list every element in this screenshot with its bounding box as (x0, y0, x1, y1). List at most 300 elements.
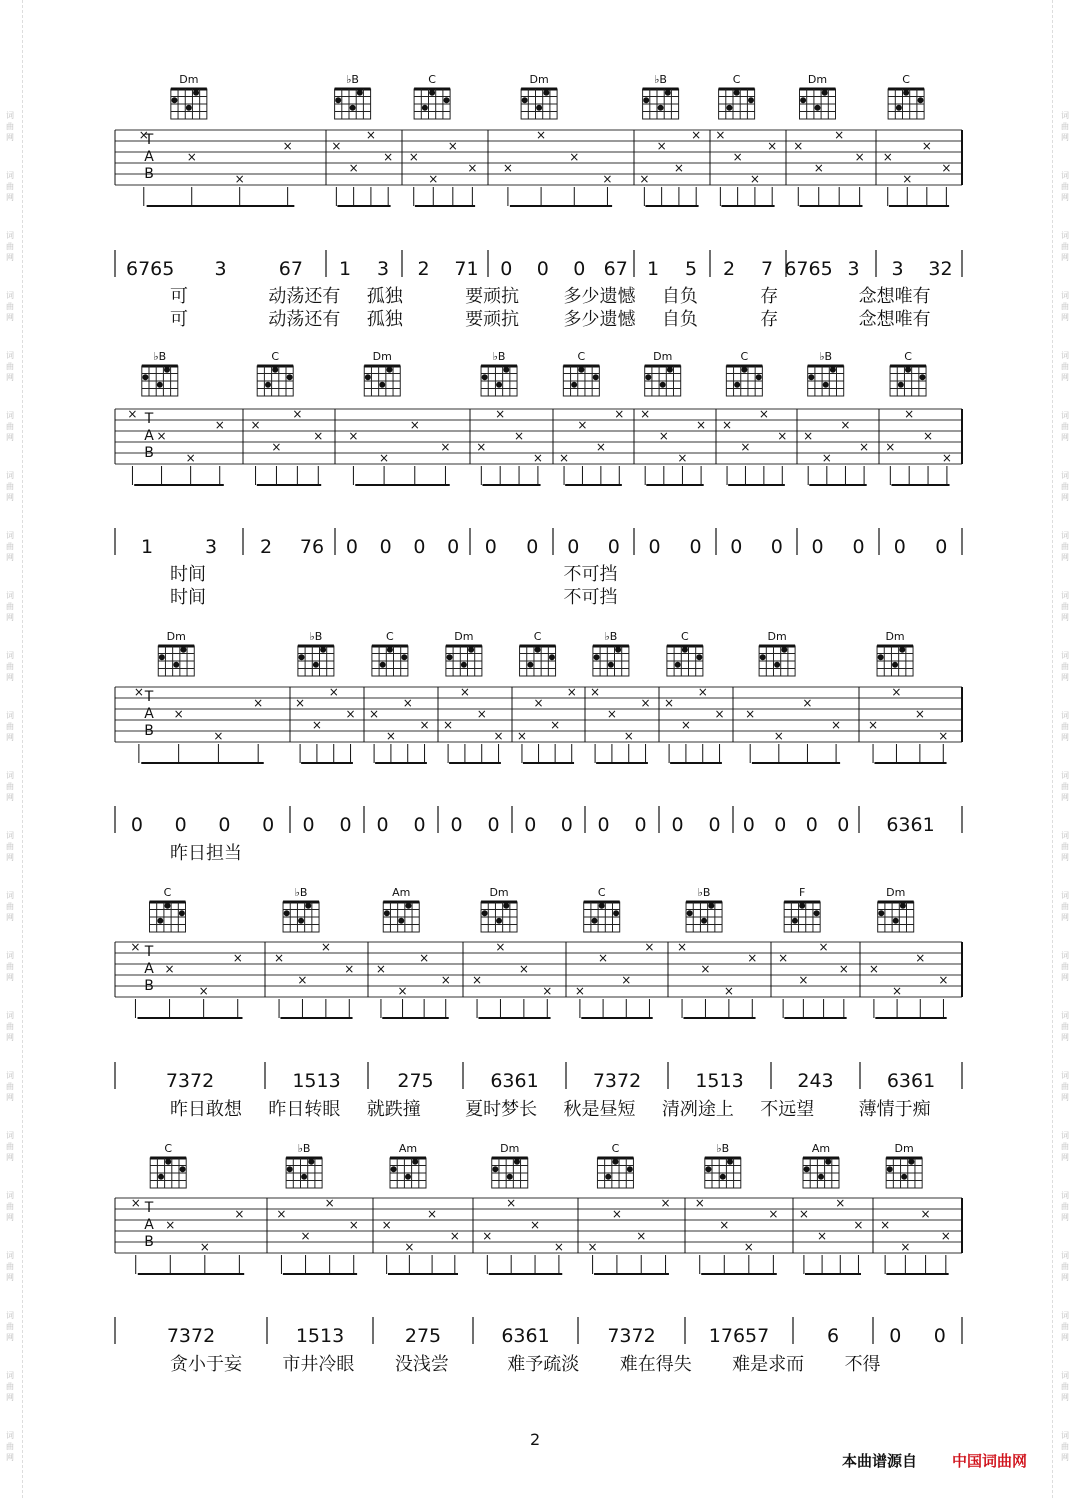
tab-note: × (409, 418, 420, 432)
chord-name: C (577, 350, 586, 363)
tab-note: × (297, 973, 308, 987)
tab-note: × (311, 718, 322, 732)
tab-clef-letter: T (144, 1200, 154, 1216)
page-number: 2 (530, 1430, 541, 1449)
chord-dot (892, 662, 898, 668)
chord-dot (592, 918, 598, 924)
chord-dot (899, 647, 905, 653)
lyric-line-2: 多少遗憾 (563, 309, 636, 330)
chord-name: ♭B (654, 73, 667, 86)
lyric-line-1: 昨日担当 (170, 843, 242, 864)
tab-note: × (892, 984, 903, 998)
jianpu-note: 0 (852, 536, 865, 558)
chord-dot (665, 90, 671, 96)
jianpu-note: 7372 (607, 1325, 656, 1347)
watermark-text: 词 曲 网 (1061, 771, 1069, 802)
chord-dot (535, 647, 541, 653)
chord-dot (384, 910, 390, 916)
watermark-text: 词 曲 网 (6, 1191, 14, 1222)
jianpu-note: 275 (404, 1325, 442, 1347)
chord-dot (422, 105, 428, 111)
chord-dot (186, 105, 192, 111)
chord-dot (878, 910, 884, 916)
chord-dot (792, 918, 798, 924)
tab-note: × (506, 1196, 517, 1210)
chord-name: Dm (500, 1142, 520, 1155)
chord-dot (507, 1174, 513, 1180)
jianpu-note: 0 (500, 258, 513, 280)
tab-note: × (722, 418, 733, 432)
tab-note: × (566, 685, 577, 699)
chord-name: C (681, 630, 689, 643)
jianpu-note: 0 (536, 258, 549, 280)
tab-note: × (868, 718, 879, 732)
jianpu-note: 1513 (292, 1070, 341, 1092)
tab-note: × (397, 984, 408, 998)
chord-dot (599, 903, 605, 909)
watermark-text: 词 曲 网 (6, 351, 14, 382)
watermark-text: 词 曲 网 (1061, 291, 1069, 322)
tab-note: × (385, 729, 396, 743)
chord-dot (298, 918, 304, 924)
tab-note: × (402, 696, 413, 710)
lyric-line-1: 存 (760, 286, 779, 307)
tab-note: × (840, 418, 851, 432)
tab-note: × (514, 429, 525, 443)
chord-name: Dm (454, 630, 474, 643)
chord-dot (164, 367, 170, 373)
chord-dot (608, 662, 614, 668)
chord-dot (180, 647, 186, 653)
chord-name: Dm (767, 630, 787, 643)
chord-dot (313, 662, 319, 668)
watermark-text: 词 曲 网 (6, 1131, 14, 1162)
jianpu-note: 0 (935, 536, 948, 558)
lyric-line-1: 自负 (661, 286, 698, 307)
lyric-line-2: 存 (760, 309, 779, 330)
jianpu-note: 0 (708, 814, 721, 836)
jianpu-note: 0 (487, 814, 500, 836)
chord-name: ♭B (716, 1142, 730, 1155)
chord-dot (903, 90, 909, 96)
tab-note: × (623, 729, 634, 743)
chord-dot (918, 97, 924, 103)
tab-note: × (640, 407, 651, 421)
tab-clef-letter: B (144, 166, 154, 182)
jianpu-note: 7372 (165, 1070, 215, 1092)
tab-note: × (276, 1207, 287, 1221)
chord-dot (708, 903, 714, 909)
jianpu-note: 6361 (886, 814, 935, 836)
chord-dot (165, 903, 171, 909)
chord-dot (391, 1166, 397, 1172)
chord-dot (159, 654, 165, 660)
tab-note: × (621, 973, 632, 987)
chord-dot (193, 90, 199, 96)
chord-name: C (163, 886, 172, 899)
chord-dot (818, 1174, 824, 1180)
tab-note: × (502, 161, 513, 175)
chord-dot (808, 374, 814, 380)
lyric-line-2: 自负 (661, 309, 698, 330)
chord-dot (380, 662, 386, 668)
jianpu-note: 0 (262, 814, 275, 836)
chord-name: C (902, 73, 910, 86)
tab-note: × (835, 1196, 846, 1210)
tab-note: × (569, 150, 580, 164)
chord-dot (815, 105, 821, 111)
tab-note: × (602, 172, 613, 186)
tab-note: × (838, 962, 849, 976)
watermark-text: 词 曲 网 (1061, 351, 1069, 382)
watermark-text: 词 曲 网 (1061, 711, 1069, 742)
jianpu-note: 76 (299, 536, 325, 558)
chord-dot (142, 374, 148, 380)
chord-dot (299, 654, 305, 660)
tab-note: × (271, 440, 282, 454)
source-site[interactable]: 中国词曲网 (952, 1452, 1028, 1470)
tab-note: × (902, 172, 913, 186)
tab-note: × (920, 1207, 931, 1221)
chord-name: ♭B (153, 350, 167, 363)
chord-name: Dm (489, 886, 509, 899)
chord-dot (726, 105, 732, 111)
tab-note: × (677, 451, 688, 465)
tab-note: × (518, 962, 529, 976)
jianpu-note: 0 (889, 1325, 902, 1347)
tab-note: × (714, 707, 725, 721)
chord-dot (741, 367, 747, 373)
jianpu-note: 0 (607, 536, 620, 558)
watermark-text: 词 曲 网 (6, 171, 14, 202)
lyric-line-1: 难予疏淡 (507, 1354, 580, 1375)
tab-note: × (379, 451, 390, 465)
tab-note: × (577, 418, 588, 432)
jianpu-note: 71 (454, 258, 479, 280)
chord-name: ♭B (819, 350, 833, 363)
chord-name: Dm (179, 73, 199, 86)
chord-name: Dm (807, 73, 828, 86)
tab-note: × (292, 407, 303, 421)
watermark-text: 词 曲 网 (1061, 1251, 1069, 1282)
jianpu-note: 32 (928, 258, 953, 280)
chord-dot (536, 105, 542, 111)
tab-note: × (778, 951, 789, 965)
lyric-line-1: 孤独 (366, 286, 403, 307)
tab-note: × (818, 940, 829, 954)
tab-note: × (313, 429, 324, 443)
tab-note: × (743, 1240, 754, 1254)
chord-dot (496, 382, 502, 388)
chord-name: Dm (653, 350, 673, 363)
tab-clef-letter: T (144, 689, 154, 705)
jianpu-note: 0 (805, 814, 818, 836)
jianpu-note: 0 (774, 814, 787, 836)
chord-dot (482, 374, 488, 380)
chord-dot (496, 918, 502, 924)
tab-note: × (658, 429, 669, 443)
watermark-text: 词 曲 网 (1061, 1011, 1069, 1042)
watermark-text: 词 曲 网 (6, 771, 14, 802)
tab-note: × (885, 440, 896, 454)
watermark-text: 词 曲 网 (1061, 1191, 1069, 1222)
tab-note: × (673, 161, 684, 175)
chord-dot (543, 90, 549, 96)
tab-clef-letter: B (144, 445, 154, 461)
watermark-text: 词 曲 网 (1061, 891, 1069, 922)
tab-note: × (419, 951, 430, 965)
chord-dot (265, 382, 271, 388)
tab-note: × (348, 161, 359, 175)
watermark-text: 词 曲 网 (1061, 591, 1069, 622)
chord-dot (468, 647, 474, 653)
chord-dot (887, 1166, 893, 1172)
chord-dot (173, 662, 179, 668)
tab-note: × (880, 1218, 891, 1232)
chord-dot (613, 910, 619, 916)
jianpu-note: 1513 (295, 1325, 345, 1347)
tab-note: × (691, 128, 702, 142)
tab-note: × (798, 1207, 809, 1221)
tab-note: × (941, 451, 952, 465)
chord-dot (549, 654, 555, 660)
tab-note: × (282, 139, 293, 153)
watermark-text: 词 曲 网 (6, 591, 14, 622)
chord-name: C (428, 73, 436, 86)
jianpu-note: 243 (797, 1070, 834, 1092)
jianpu-note: 7372 (592, 1070, 642, 1092)
lyric-line-2: 念想唯有 (858, 309, 931, 330)
chord-name: Am (398, 1142, 418, 1155)
jianpu-note: 0 (174, 814, 187, 836)
jianpu-note: 0 (933, 1325, 946, 1347)
tab-note: × (138, 128, 149, 142)
chord-dot (578, 367, 584, 373)
tab-note: × (440, 973, 451, 987)
chord-dot (645, 374, 651, 380)
chord-dot (734, 90, 740, 96)
tab-note: × (798, 973, 809, 987)
tab-clef-letter: A (144, 149, 154, 165)
chord-dot (284, 910, 290, 916)
chord-dot (594, 654, 600, 660)
chord-name: ♭B (297, 1142, 311, 1155)
lyric-line-1: 就跌撞 (366, 1099, 421, 1120)
chord-dot (386, 367, 392, 373)
chord-dot (165, 1159, 171, 1165)
tab-clef-letter: T (144, 944, 154, 960)
tab-note: × (344, 962, 355, 976)
tab-note: × (745, 707, 756, 721)
chord-dot (482, 910, 488, 916)
chord-name: Dm (886, 886, 906, 899)
watermark-text: 词 曲 网 (6, 1431, 14, 1462)
tab-note: × (250, 418, 261, 432)
tab-note: × (803, 429, 814, 443)
jianpu-note: 6765 (125, 258, 175, 280)
watermark-text: 词 曲 网 (1061, 651, 1069, 682)
tab-note: × (533, 696, 544, 710)
chord-dot (571, 382, 577, 388)
tab-note: × (914, 707, 925, 721)
tab-note: × (493, 729, 504, 743)
tab-clef-letter: A (144, 428, 154, 444)
tab-note: × (921, 139, 932, 153)
tab-note: × (940, 1229, 951, 1243)
chord-dot (180, 1166, 186, 1172)
watermark-text: 词 曲 网 (1061, 1431, 1069, 1462)
tab-note: × (348, 429, 359, 443)
tab-note: × (747, 951, 758, 965)
chord-dot (660, 382, 666, 388)
jianpu-note: 0 (770, 536, 783, 558)
tab-note: × (574, 984, 585, 998)
tab-note: × (590, 685, 601, 699)
lyric-line-1: 时间 (170, 564, 206, 585)
chord-dot (305, 903, 311, 909)
tab-note: × (186, 150, 197, 164)
chord-dot (405, 903, 411, 909)
jianpu-note: 0 (413, 536, 426, 558)
tab-note: × (677, 940, 688, 954)
tab-note: × (636, 1229, 647, 1243)
tab-note: × (694, 1196, 705, 1210)
lyric-line-1: 昨日敢想 (170, 1099, 242, 1120)
tab-note: × (165, 1218, 176, 1232)
tab-note: × (199, 1240, 210, 1254)
chord-dot (593, 374, 599, 380)
tab-note: × (428, 172, 439, 186)
tab-note: × (595, 440, 606, 454)
chord-dot (760, 654, 766, 660)
chord-dot (905, 367, 911, 373)
jianpu-note: 0 (671, 814, 684, 836)
chord-name: ♭B (604, 630, 618, 643)
tab-note: × (536, 128, 547, 142)
tab-note: × (324, 1196, 335, 1210)
jianpu-note: 7 (760, 258, 774, 280)
chord-dot (658, 105, 664, 111)
chord-dot (429, 90, 435, 96)
tab-note: × (611, 1207, 622, 1221)
chord-name: ♭B (346, 73, 359, 86)
tab-note: × (802, 696, 813, 710)
jianpu-note: 0 (302, 814, 315, 836)
tab-note: × (476, 707, 487, 721)
chord-dot (705, 1166, 711, 1172)
jianpu-note: 0 (379, 536, 392, 558)
chord-dot (492, 1166, 498, 1172)
watermark-text: 词 曲 网 (6, 951, 14, 982)
tab-note: × (427, 1207, 438, 1221)
chord-dot (667, 367, 673, 373)
lyric-line-1: 薄情于痴 (858, 1099, 931, 1120)
tab-note: × (656, 139, 667, 153)
chord-name: ♭B (697, 886, 711, 899)
chord-name: C (533, 630, 542, 643)
tab-clef-letter: T (144, 132, 154, 148)
jianpu-note: 0 (526, 536, 539, 558)
chord-dot (615, 647, 621, 653)
tab-note: × (375, 962, 386, 976)
jianpu-note: 3 (847, 258, 860, 280)
tab-note: × (664, 696, 675, 710)
tab-note: × (813, 161, 824, 175)
jianpu-note: 0 (484, 536, 497, 558)
tab-note: × (156, 429, 167, 443)
tab-note: × (758, 407, 769, 421)
tab-note: × (404, 1240, 415, 1254)
lyric-line-1: 不得 (844, 1354, 881, 1375)
jianpu-note: 0 (339, 814, 352, 836)
tab-note: × (345, 707, 356, 721)
lyric-line-1: 多少遗憾 (563, 286, 636, 307)
tab-note: × (459, 685, 470, 699)
chord-dot (447, 654, 453, 660)
jianpu-note: 0 (345, 536, 358, 558)
lyric-line-1: 可 (170, 286, 188, 307)
jianpu-note: 0 (447, 536, 460, 558)
chord-name: Dm (372, 350, 392, 363)
tab-note: × (723, 984, 734, 998)
tab-note: × (440, 440, 451, 454)
lyric-line-1: 难是求而 (732, 1354, 805, 1375)
tab-note: × (213, 729, 224, 743)
jianpu-note: 1 (140, 536, 154, 558)
tab-note: × (639, 172, 650, 186)
watermark-text: 词 曲 网 (6, 531, 14, 562)
tab-clef-letter: B (144, 1234, 154, 1250)
chord-dot (412, 1159, 418, 1165)
chord-dot (823, 382, 829, 388)
tab-note: × (660, 1196, 671, 1210)
tab-note: × (817, 1229, 828, 1243)
watermark-text: 词 曲 网 (6, 891, 14, 922)
chord-name: C (904, 350, 912, 363)
tab-note: × (640, 696, 651, 710)
jianpu-note: 0 (648, 536, 661, 558)
chord-dot (171, 97, 177, 103)
chord-dot (405, 1174, 411, 1180)
tab-note: × (882, 150, 893, 164)
jianpu-note: 5 (684, 258, 698, 280)
chord-dot (379, 382, 385, 388)
tab-clef-letter: B (144, 723, 154, 739)
jianpu-note: 275 (397, 1070, 434, 1092)
chord-dot (612, 1159, 618, 1165)
tab-note: × (700, 962, 711, 976)
watermark-text: 词 曲 网 (1061, 1131, 1069, 1162)
tab-note: × (419, 718, 430, 732)
tab-note: × (773, 729, 784, 743)
lyric-line-1: 夏时梦长 (465, 1099, 538, 1120)
lyric-line-1: 清冽途上 (661, 1099, 734, 1120)
lyric-line-1: 贪小于妄 (170, 1354, 242, 1375)
jianpu-note: 0 (730, 536, 743, 558)
tab-note: × (476, 440, 487, 454)
chord-dot (365, 374, 371, 380)
chord-dot (158, 1174, 164, 1180)
watermark-text: 词 曲 网 (6, 1011, 14, 1042)
lyric-line-1: 念想唯有 (858, 286, 931, 307)
chord-dot (398, 918, 404, 924)
jianpu-note: 2 (417, 258, 430, 280)
chord-dot (900, 903, 906, 909)
tab-note: × (472, 973, 483, 987)
lyric-line-1: 秋是昼短 (563, 1099, 636, 1120)
tab-note: × (821, 451, 832, 465)
tab-note: × (383, 150, 394, 164)
